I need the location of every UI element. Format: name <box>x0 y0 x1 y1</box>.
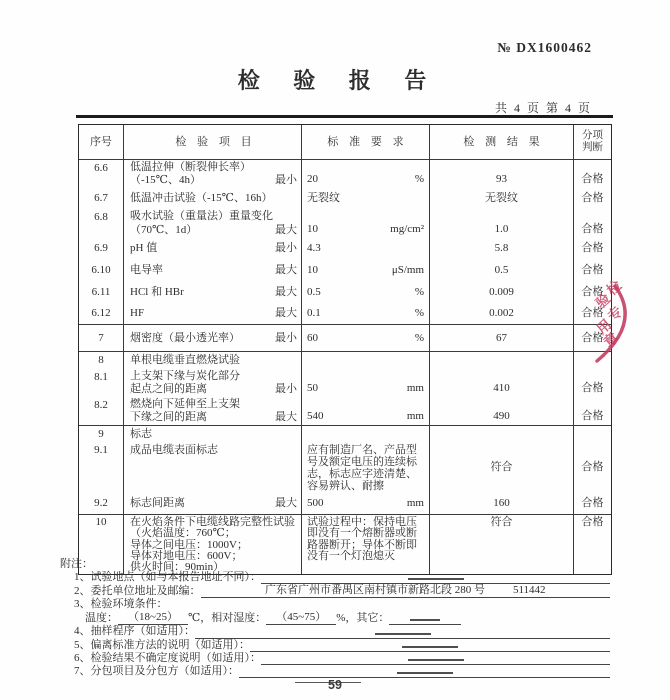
item-text: 在火焰条件下电缆线路完整性试验 <box>130 516 295 528</box>
table-row <box>79 369 611 397</box>
cell-item <box>123 259 301 281</box>
note-number: 7、 <box>74 664 91 677</box>
table-row <box>79 397 611 425</box>
dash-mark <box>375 633 431 635</box>
inspection-table <box>78 124 615 575</box>
note-label: 抽样程序（如适用）： <box>90 625 195 638</box>
standard-line <box>307 242 424 255</box>
page-footer-number: 59 <box>328 678 342 692</box>
standard-value: 10 <box>307 263 318 276</box>
note-number: 1、 <box>74 571 91 584</box>
cell-result: 无裂纹 <box>429 188 573 209</box>
item-line <box>130 332 297 345</box>
standard-value: 50 <box>307 382 318 394</box>
dash-mark <box>410 619 440 621</box>
cell-standard <box>301 369 429 397</box>
item-text: 电导率 <box>130 263 163 276</box>
item-line <box>130 497 297 510</box>
item-text: （70℃、1d） <box>130 224 198 236</box>
table-row <box>79 426 611 442</box>
note-label: 试验地点（如与本报告地址不同）： <box>90 571 261 584</box>
item-line <box>130 242 297 255</box>
standard-line <box>307 223 424 236</box>
stamp-character: 验 <box>593 291 615 312</box>
item-line <box>130 528 297 539</box>
standard-unit: % <box>414 307 424 319</box>
standard-line: 没有一个灯泡熄灭 <box>307 549 395 562</box>
item-text: （-15℃、4h） <box>130 174 201 186</box>
cell-standard <box>301 238 429 259</box>
cell-judgment: 合格 <box>573 515 611 574</box>
cell-result: 1.0 <box>429 209 573 238</box>
cell-no: 6.11 <box>91 285 111 298</box>
table-section <box>79 426 611 515</box>
item-text: 导体之间电压：1000V； <box>130 538 248 551</box>
cell-item <box>123 303 301 324</box>
note-label: 偏离标准方法的说明（如适用）： <box>90 638 250 651</box>
item-qualifier: 最大 <box>275 411 297 423</box>
header-no: 序号 <box>90 135 112 148</box>
cell-item <box>123 426 301 442</box>
note-fill-address: 广东省广州市番禺区南村镇市新路北段 280 号 <box>264 584 485 597</box>
standard-line <box>307 192 424 205</box>
stamp-character: 用 <box>594 317 616 338</box>
item-text: 标志间距离 <box>130 497 185 509</box>
item-text: HCl 和 HBr <box>130 285 184 298</box>
item-line <box>130 224 297 237</box>
note-indent <box>60 612 85 625</box>
table-section <box>79 352 611 426</box>
cell-standard <box>301 426 429 442</box>
item-line <box>130 428 297 441</box>
item-line <box>130 354 297 367</box>
cell-item <box>123 188 301 209</box>
cell-result: 符合 <box>429 515 573 574</box>
note-text: %，其它： <box>336 612 390 625</box>
dash-mark <box>408 659 464 661</box>
cell-standard <box>301 259 429 281</box>
note-empty-blank <box>250 651 610 652</box>
standard-line <box>307 332 424 345</box>
standard-unit: mm <box>406 410 424 422</box>
note-fill-zip: 511442 <box>512 584 546 597</box>
cell-judgment: 合格 <box>573 493 611 514</box>
cell-no: 8 <box>98 354 104 366</box>
cell-result <box>429 426 573 442</box>
item-line <box>130 210 297 223</box>
cell-result: 0.002 <box>429 303 573 324</box>
cell-standard <box>301 303 429 324</box>
standard-line <box>307 286 424 299</box>
table-row <box>79 493 611 514</box>
standard-unit: μS/mm <box>391 263 424 276</box>
header-result: 检 测 结 果 <box>429 125 573 159</box>
cell-standard <box>301 281 429 303</box>
cell-item <box>123 209 301 238</box>
report-number: № DX1600462 <box>497 40 592 55</box>
note-line <box>60 652 610 665</box>
note-empty-blank <box>389 612 461 625</box>
item-text: 成品电缆表面标志 <box>130 444 218 456</box>
item-text: pH 值 <box>130 242 158 254</box>
item-text: 燃烧向下延伸至上支架 <box>130 398 240 410</box>
cell-no: 6.6 <box>94 162 108 174</box>
header-divider <box>76 115 613 118</box>
cell-result: 490 <box>429 397 573 425</box>
item-line <box>130 161 297 174</box>
item-line <box>130 192 297 205</box>
table-row <box>79 325 611 351</box>
cell-no: 9.1 <box>94 444 108 456</box>
item-qualifier: 最大 <box>275 224 297 236</box>
cell-no: 9.2 <box>94 497 108 509</box>
header-judgment <box>573 125 611 159</box>
standard-line: 试验过程中：保持电压 <box>307 516 417 528</box>
cell-no: 6.9 <box>94 242 108 254</box>
note-label: 检验结果不确定度说明（如适用）： <box>90 651 261 664</box>
cell-no: 7 <box>98 331 104 344</box>
standard-line <box>307 497 424 510</box>
item-line <box>130 286 297 299</box>
standard-value: 4.3 <box>307 242 321 254</box>
cell-item <box>123 369 301 397</box>
cell-no: 6.8 <box>94 211 108 223</box>
cell-item <box>123 493 301 514</box>
header-judgment-line1: 分项 <box>582 130 603 141</box>
item-text: 标志 <box>130 427 152 440</box>
cell-result: 160 <box>429 493 573 514</box>
standard-value: 10 <box>307 223 318 235</box>
item-qualifier: 最大 <box>275 285 297 298</box>
cell-standard <box>301 325 429 351</box>
cell-standard <box>301 493 429 514</box>
item-line <box>130 398 297 411</box>
item-line <box>130 307 297 320</box>
header-judgment-line2: 判断 <box>582 142 603 153</box>
note-line <box>60 639 610 652</box>
cell-standard <box>301 188 429 209</box>
item-line <box>130 444 297 457</box>
standard-line <box>307 173 424 186</box>
item-qualifier: 最大 <box>275 263 297 276</box>
notes-section <box>60 558 610 683</box>
table-section <box>79 325 611 352</box>
item-text: （火焰温度：760℃； <box>130 527 236 540</box>
cell-result: 符合 <box>429 442 573 493</box>
item-text: 下缘之间的距离 <box>130 411 207 423</box>
item-line <box>130 174 297 187</box>
note-filled-blank <box>201 584 611 598</box>
item-line <box>130 383 297 396</box>
page-title: 检 验 报 告 <box>237 68 433 93</box>
standard-line <box>307 382 424 395</box>
notes-body <box>60 571 610 683</box>
standard-value: 500 <box>307 497 324 509</box>
cell-standard <box>301 352 429 369</box>
standard-line: 志，标志应字迹清楚、 <box>307 468 417 480</box>
standard-unit: mm <box>406 382 424 394</box>
table-row <box>79 259 611 281</box>
item-qualifier: 最小 <box>275 383 297 395</box>
stamp-character: 专 <box>605 304 627 325</box>
standard-unit: mg/cm² <box>390 223 424 235</box>
cell-judgment: 合格 <box>573 442 611 493</box>
note-fill-wrap <box>201 584 611 597</box>
cell-result: 67 <box>429 325 573 351</box>
cell-judgment: 合格 <box>573 209 611 238</box>
table-row <box>79 238 611 259</box>
cell-judgment <box>573 426 611 442</box>
standard-value: 0.1 <box>307 307 321 319</box>
item-text: 低温拉伸（断裂伸长率） <box>130 161 251 173</box>
table-row <box>79 209 611 238</box>
note-filled-blank: （45~75） <box>266 611 336 625</box>
header-item: 检 验 项 目 <box>123 125 301 159</box>
item-text: HF <box>130 307 145 319</box>
cell-result: 0.009 <box>429 281 573 303</box>
note-number: 6、 <box>74 651 91 664</box>
cell-judgment: 合格 <box>573 397 611 425</box>
dash-mark <box>397 672 453 674</box>
item-text: 低温冲击试验（-15℃、16h） <box>130 192 273 204</box>
note-filled-blank: （18~25） <box>118 611 188 625</box>
cell-no: 6.12 <box>91 307 111 319</box>
note-empty-blank <box>261 664 610 665</box>
table-row <box>79 281 611 303</box>
note-text: ℃，相对湿度： <box>187 612 267 625</box>
item-qualifier: 最大 <box>275 497 297 509</box>
cell-result: 93 <box>429 160 573 188</box>
note-line <box>60 665 610 678</box>
note-text: 温度： <box>85 612 118 625</box>
note-number: 2、 <box>74 585 91 598</box>
item-text: 供火时间：90min） <box>130 561 225 574</box>
standard-line: 应有制造厂名、产品型 <box>307 444 417 456</box>
table-body <box>79 160 611 574</box>
standard-line: 容易辨认、耐擦 <box>307 480 384 492</box>
stamp-character: 章 <box>601 330 623 351</box>
cell-judgment: 合格 <box>573 160 611 188</box>
cell-result: 5.8 <box>429 238 573 259</box>
table-row <box>79 188 611 209</box>
standard-value: 0.5 <box>307 285 321 298</box>
cell-no: 10 <box>95 516 107 528</box>
note-empty-blank <box>195 638 610 639</box>
cell-item <box>123 397 301 425</box>
cell-no: 6.7 <box>94 192 108 204</box>
standard-unit: mm <box>406 497 424 509</box>
cell-item <box>123 442 301 493</box>
item-line <box>130 264 297 277</box>
cell-judgment: 合格 <box>573 238 611 259</box>
cell-result <box>429 352 573 369</box>
standard-unit: % <box>414 331 424 344</box>
note-number: 3、 <box>74 598 91 611</box>
cell-result: 410 <box>429 369 573 397</box>
cell-judgment: 合格 <box>573 303 611 324</box>
standard-line: 路器断开；导体不断即 <box>307 538 417 551</box>
cell-item <box>123 352 301 369</box>
standard-unit: % <box>414 285 424 298</box>
cell-item <box>123 160 301 188</box>
cell-judgment: 合格 <box>573 188 611 209</box>
standard-value: 60 <box>307 331 318 344</box>
cell-judgment: 合格 <box>573 281 611 303</box>
note-label: 委托单位地址及邮编： <box>90 585 201 598</box>
standard-value: 540 <box>307 410 324 422</box>
item-qualifier: 最小 <box>275 242 297 254</box>
cell-no: 8.1 <box>94 371 108 383</box>
standard-line <box>307 410 424 423</box>
standard-line: 即没有一个熔断器或断 <box>307 527 417 540</box>
dash-mark <box>402 646 458 648</box>
cell-item <box>123 281 301 303</box>
note-line <box>60 584 610 598</box>
item-line <box>130 411 297 424</box>
item-text: 上支架下缘与炭化部分 <box>130 370 240 382</box>
table-section <box>79 160 611 325</box>
note-number: 5、 <box>74 638 91 651</box>
item-text: 起点之间的距离 <box>130 383 207 395</box>
table-row <box>79 442 611 493</box>
standard-value: 无裂纹 <box>307 192 340 204</box>
note-label: 检验环境条件： <box>90 598 168 611</box>
note-line <box>60 611 610 625</box>
cell-judgment: 合格 <box>573 325 611 351</box>
item-qualifier: 最大 <box>275 307 297 319</box>
pagination: 共 4 页 第 4 页 <box>494 101 590 115</box>
cell-judgment: 合格 <box>573 259 611 281</box>
cell-judgment <box>573 352 611 369</box>
table-header-row <box>79 125 611 160</box>
item-qualifier: 最小 <box>275 174 297 186</box>
item-text: 单根电缆垂直燃烧试验 <box>130 354 240 366</box>
note-line <box>60 571 610 584</box>
cell-judgment: 合格 <box>573 369 611 397</box>
item-text: 吸水试验（重量法）重量变化 <box>130 210 273 222</box>
standard-value: 20 <box>307 173 318 185</box>
cell-standard <box>301 160 429 188</box>
note-label: 分包项目及分包方（如适用）： <box>90 664 239 677</box>
table-row <box>79 303 611 324</box>
dash-mark <box>408 578 464 580</box>
cell-no: 9 <box>98 427 104 440</box>
cell-item <box>123 238 301 259</box>
item-text: 烟密度（最小透光率） <box>130 331 240 344</box>
cell-item <box>123 325 301 351</box>
notes-label: 附注： <box>60 558 93 570</box>
standard-unit: % <box>414 173 424 185</box>
table-row <box>79 352 611 369</box>
item-line <box>130 370 297 383</box>
standard-line <box>307 307 424 320</box>
cell-no: 6.10 <box>91 263 111 276</box>
cell-result: 0.5 <box>429 259 573 281</box>
cell-standard <box>301 442 429 493</box>
cell-standard <box>301 209 429 238</box>
header-standard: 标 准 要 求 <box>301 125 429 159</box>
standard-line <box>307 264 424 277</box>
stamp-character: 检 <box>604 278 626 299</box>
cell-standard <box>301 397 429 425</box>
cell-no: 8.2 <box>94 399 108 411</box>
note-line <box>60 625 610 638</box>
item-text: 导体对地电压：600V； <box>130 549 243 562</box>
note-line <box>60 598 610 611</box>
standard-line: 号及额定电压的连续标 <box>307 456 417 468</box>
item-qualifier: 最小 <box>275 331 297 344</box>
note-number: 4、 <box>74 625 91 638</box>
table-row <box>79 160 611 188</box>
